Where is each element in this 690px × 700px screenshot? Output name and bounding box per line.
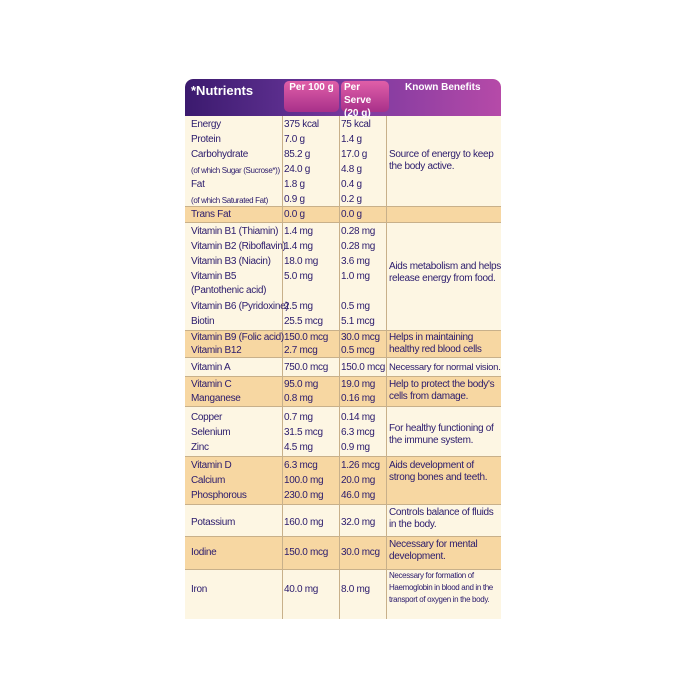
perserve-value: 17.0 g [341, 149, 368, 160]
perserve-value: 46.0 mg [341, 490, 376, 501]
nutrient-name: Vitamin B1 (Thiamin) [191, 226, 279, 237]
nutrient-name: Iron [191, 584, 208, 595]
perserve-value: 1.26 mcg [341, 460, 380, 471]
nutrient-name: Vitamin D [191, 460, 232, 471]
perserve-value: 0.14 mg [341, 412, 376, 423]
per100-value: 375 kcal [284, 119, 319, 130]
nutrient-name: Biotin [191, 316, 215, 327]
nutrient-name: Protein [191, 134, 221, 145]
nutrient-name: Vitamin C [191, 379, 232, 390]
perserve-value: 0.5 mcg [341, 345, 375, 356]
perserve-value: 0.28 mg [341, 226, 376, 237]
per100-value: 150.0 mcg [284, 547, 328, 558]
header-per-100g: Per 100 g [284, 81, 339, 112]
perserve-value: 0.16 mg [341, 393, 376, 404]
perserve-value: 30.0 mcg [341, 547, 380, 558]
perserve-value: 5.1 mcg [341, 316, 375, 327]
nutrient-name: (of which Sugar (Sucrose*)) [191, 166, 280, 175]
per100-value: 0.9 g [284, 194, 305, 205]
per100-value: 230.0 mg [284, 490, 324, 501]
per100-value: 1.4 mg [284, 241, 313, 252]
nutrient-name: Vitamin B6 (Pyridoxine) [191, 301, 289, 312]
per100-value: 0.8 mg [284, 393, 313, 404]
sep [185, 406, 501, 407]
per100-value: 25.5 mcg [284, 316, 323, 327]
per100-value: 24.0 g [284, 164, 311, 175]
benefit-text: Help to protect the body's cells from damage. [389, 379, 495, 402]
nutrient-name: Iodine [191, 547, 217, 558]
nutrient-name: Vitamin A [191, 362, 231, 373]
perserve-value: 19.0 mg [341, 379, 376, 390]
nutrient-name: Zinc [191, 442, 209, 453]
sep [185, 330, 501, 331]
header-per-serve [341, 81, 389, 119]
benefit-text: Helps in maintaining healthy red blood cells [389, 332, 482, 355]
per100-value: 85.2 g [284, 149, 311, 160]
nutrient-name: (of which Saturated Fat) [191, 196, 268, 205]
per100-value: 160.0 mg [284, 517, 324, 528]
per100-value: 5.0 mg [284, 271, 313, 282]
sep [185, 357, 501, 358]
perserve-value: 0.5 mg [341, 301, 370, 312]
perserve-value: 6.3 mcg [341, 427, 375, 438]
per100-value: 7.0 g [284, 134, 305, 145]
header-known-benefits: Known Benefits [405, 82, 481, 93]
perserve-value: 1.0 mg [341, 271, 370, 282]
perserve-value: 3.6 mg [341, 256, 370, 267]
benefit-text: Necessary for normal vision. [389, 362, 501, 373]
nutrient-name: Copper [191, 412, 222, 423]
per100-value: 6.3 mcg [284, 460, 318, 471]
sep [185, 376, 501, 377]
perserve-value: 0.28 mg [341, 241, 376, 252]
nutrient-name: (Pantothenic acid) [191, 285, 267, 296]
perserve-value: 1.4 g [341, 134, 362, 145]
per100-value: 2.5 mg [284, 301, 313, 312]
per100-value: 4.5 mg [284, 442, 313, 453]
column-divider [282, 116, 283, 619]
header-per-serve-line1: Per Serve [344, 82, 372, 106]
perserve-value: 32.0 mg [341, 517, 376, 528]
nutrient-name: Carbohydrate [191, 149, 248, 160]
per100-value: 750.0 mcg [284, 362, 328, 373]
per100-value: 40.0 mg [284, 584, 319, 595]
nutrient-name: Calcium [191, 475, 226, 486]
perserve-value: 0.9 mg [341, 442, 370, 453]
perserve-value: 8.0 mg [341, 584, 370, 595]
benefit-text: Controls balance of fluids in the body. [389, 507, 494, 530]
perserve-value: 0.2 g [341, 194, 362, 205]
nutrient-name: Selenium [191, 427, 231, 438]
perserve-value: 20.0 mg [341, 475, 376, 486]
perserve-value: 150.0 mcg [341, 362, 385, 373]
perserve-value: 0.4 g [341, 179, 362, 190]
benefit-text: Aids development of strong bones and teeth. [389, 460, 488, 483]
nutrient-name: Vitamin B5 [191, 271, 237, 282]
benefit-text: Necessary for mental development. [389, 539, 478, 562]
nutrient-name: Energy [191, 119, 221, 130]
column-divider [339, 116, 340, 619]
perserve-value: 30.0 mcg [341, 332, 380, 343]
per100-value: 100.0 mg [284, 475, 324, 486]
per100-value: 1.8 g [284, 179, 305, 190]
nutrient-name: Vitamin B2 (Riboflavin) [191, 241, 286, 252]
per100-value: 18.0 mg [284, 256, 319, 267]
per100-value: 0.7 mg [284, 412, 313, 423]
nutrition-table [185, 79, 501, 619]
nutrient-name: Potassium [191, 517, 235, 528]
per100-value: 95.0 mg [284, 379, 319, 390]
benefit-text: For healthy functioning of the immune system. [389, 423, 494, 446]
nutrient-name: Vitamin B12 [191, 345, 242, 356]
header-per-serve-line2: (20 g) [344, 108, 371, 119]
sep [185, 504, 501, 505]
per100-value: 1.4 mg [284, 226, 313, 237]
per100-value: 31.5 mcg [284, 427, 323, 438]
nutrient-name: Fat [191, 179, 205, 190]
perserve-value: 0.0 g [341, 209, 362, 220]
sep [185, 536, 501, 537]
benefit-text: Source of energy to keep the body active. [389, 149, 494, 172]
table-header [185, 79, 501, 119]
benefit-text: Aids metabolism and helps release energy from food. [389, 261, 501, 284]
nutrient-name: Vitamin B3 (Niacin) [191, 256, 271, 267]
nutrient-name: Manganese [191, 393, 241, 404]
sep [185, 456, 501, 457]
per100-value: 0.0 g [284, 209, 305, 220]
column-divider [386, 116, 387, 619]
header-nutrients: *Nutrients [191, 83, 254, 98]
per100-value: 2.7 mcg [284, 345, 318, 356]
sep [185, 222, 501, 223]
perserve-value: 4.8 g [341, 164, 362, 175]
nutrient-name: Phosphorous [191, 490, 247, 501]
benefit-text: Necessary for formation of Haemoglobin in blood and in the transport of oxygen in the body. [389, 571, 493, 604]
nutrient-name: Vitamin B9 (Folic acid) [191, 332, 284, 343]
nutrient-name: Trans Fat [191, 209, 231, 220]
perserve-value: 75 kcal [341, 119, 371, 130]
per100-value: 150.0 mcg [284, 332, 328, 343]
